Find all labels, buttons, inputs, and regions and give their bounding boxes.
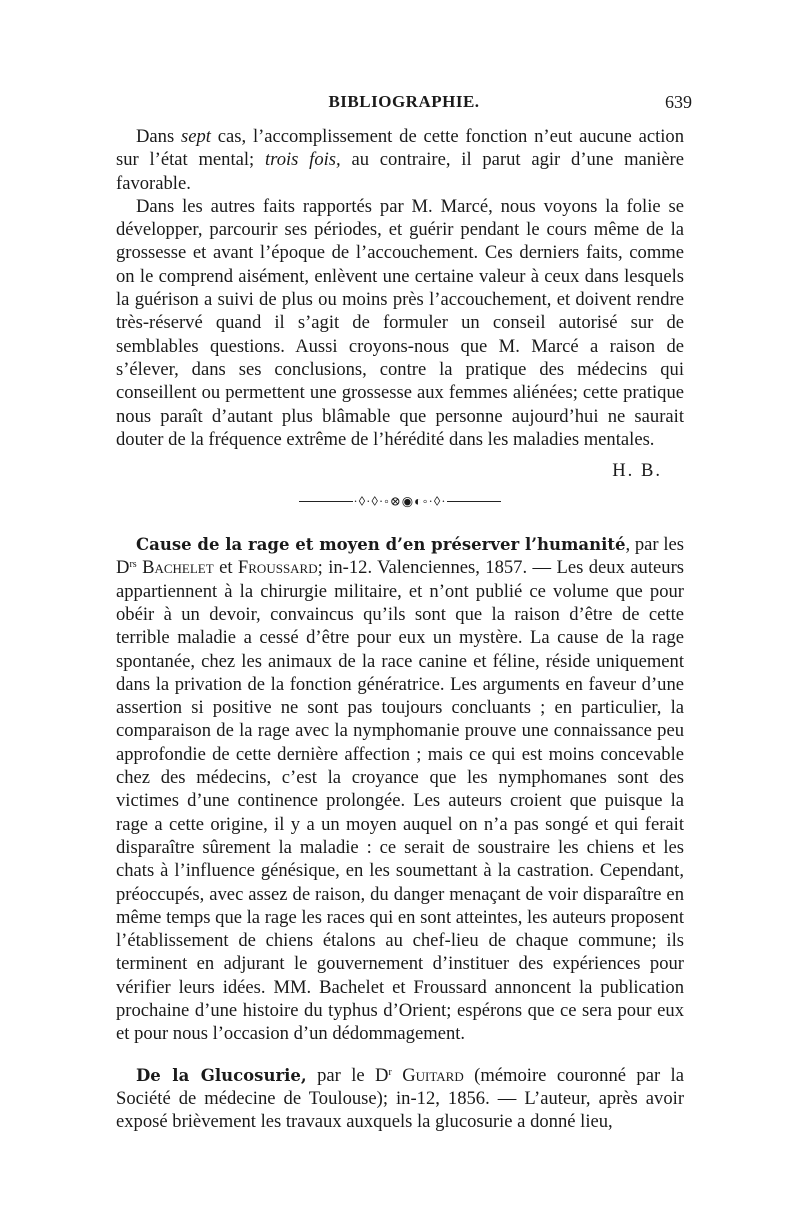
para1-emphasis-sept: sept — [181, 126, 211, 147]
paragraph-2: Dans les autres faits rapportés par M. Marcé, nous voyons la folie se développer, parcourir ses périodes, et guérir pendant le cours même de la grossesse et avant l’époque de l’accouchement. Ces derniers faits, comme on le comprend aisément, enlèvent une certaine valeur à ceux dans lesquels la guérison a suivi de plus ou moins près l’accouchement, et doivent rendre très-réservé quand il s’agit de formuler un conseil autorisé sur de semblables questions. Aussi croyons-nous que M. Marcé a raison de s’élever, dans ses conclusions, contre la pratique des médecins qui conseillent ou permettent une grossesse aux femmes aliénées; cette pratique nous paraît d’autant plus blâmable que personne aujourd’hui ne saurait douter de la fréquence extrême de l’hérédité dans les maladies mentales. — [116, 195, 684, 450]
review-rage-by: , par les D — [116, 534, 684, 579]
para1-text-a: Dans — [136, 126, 182, 147]
para1-text-c: cas, l’accomplissement de cette fonction n’eut aucune action sur l’état mental; — [116, 126, 684, 171]
para1-emphasis-trois-fois: trois fois, — [265, 149, 341, 171]
review-rage-publication: ; in-12. Valenciennes, 1857. — — [317, 557, 557, 579]
paragraph-1 — [116, 125, 684, 195]
review-glucosurie-text: L’auteur, après avoir exposé brièvement les travaux auxquels la glucosurie a donné lieu, — [116, 1087, 685, 1133]
separator-line-left — [299, 501, 353, 502]
page-body — [116, 125, 684, 1134]
review-glucosurie-publication: (mémoire couronné par la Société de médecine de Toulouse); in-12, 1856. — — [116, 1064, 684, 1109]
page-header — [116, 92, 692, 118]
author-signature: H. B. — [612, 460, 662, 482]
ornamental-separator — [116, 488, 684, 513]
review-rage — [116, 533, 684, 1046]
author-bachelet: Bachelet — [142, 557, 214, 579]
review-glucosurie-dr-superscript: r — [388, 1066, 392, 1078]
separator-line-right — [447, 501, 501, 502]
review-rage-title: Cause de la rage et moyen d’en préserver l’humanité — [136, 535, 626, 555]
author-froussard: Froussard — [237, 557, 318, 579]
para1-text-e: au contraire, il parut agir d’une manière favorable. — [116, 149, 684, 194]
running-title: BIBLIOGRAPHIE. — [328, 92, 480, 111]
author-guitard: Guitard — [402, 1064, 464, 1086]
review-glucosurie-by: par le D — [306, 1064, 389, 1086]
review-glucosurie-title: De la Glucosurie, — [136, 1065, 307, 1085]
review-rage-dr-superscript: rs — [129, 559, 137, 571]
review-rage-and: et — [213, 557, 238, 579]
review-glucosurie — [116, 1064, 684, 1134]
review-rage-text: Les deux auteurs appartiennent à la chirurgie militaire, et n’ont publié ce volume que pour obéir à un devoir, convaincus qu’ils sont que la raison d’être de cette terrible maladie a cessé d’être pour eux un mystère. La cause de la rage spontanée, chez les animaux de la race canine et féline, réside uniquement dans la privation de la fonction génératrice. Les arguments en faveur d’une assertion si positive ne sont pas toujours concluants ; en particulier, la comparaison de la rage avec la nymphomanie prouve une connaissance peu approfondie de cette dernière affection ; mais ce qui est moins concevable chez des médecins, c’est la croyance que les nymphomanes sont des victimes d’une continence prolongée. Les auteurs croient que puisque la rage a cette origine, il y a un moyen auquel on n’a pas songé et qui ferait disparaître sûrement la maladie : ce serait de soustraire les chiens et les chats à l’influence génésique, en les soumettant à la castration. Cependant, préoccupés, avec assez de raison, du danger menaçant de voir disparaître en même temps que la rage les races qui en sont atteintes, les auteurs proposent l’établissement de chiens étalons au chef-lieu de chaque commune; ils terminent en adjurant le gouvernement d’instituer des expériences pour vérifier leurs idées. MM. Bachelet et Froussard annoncent la publication prochaine d’une histoire du typhus d’Orient; espérons que ce sera pour eux et pour nous l’occasion d’un dédommagement. — [116, 557, 684, 1045]
separator-ornament: ·◊·◊·◦⊗◉◐◦·◊· — [353, 493, 447, 509]
page-number: 639 — [665, 92, 692, 112]
